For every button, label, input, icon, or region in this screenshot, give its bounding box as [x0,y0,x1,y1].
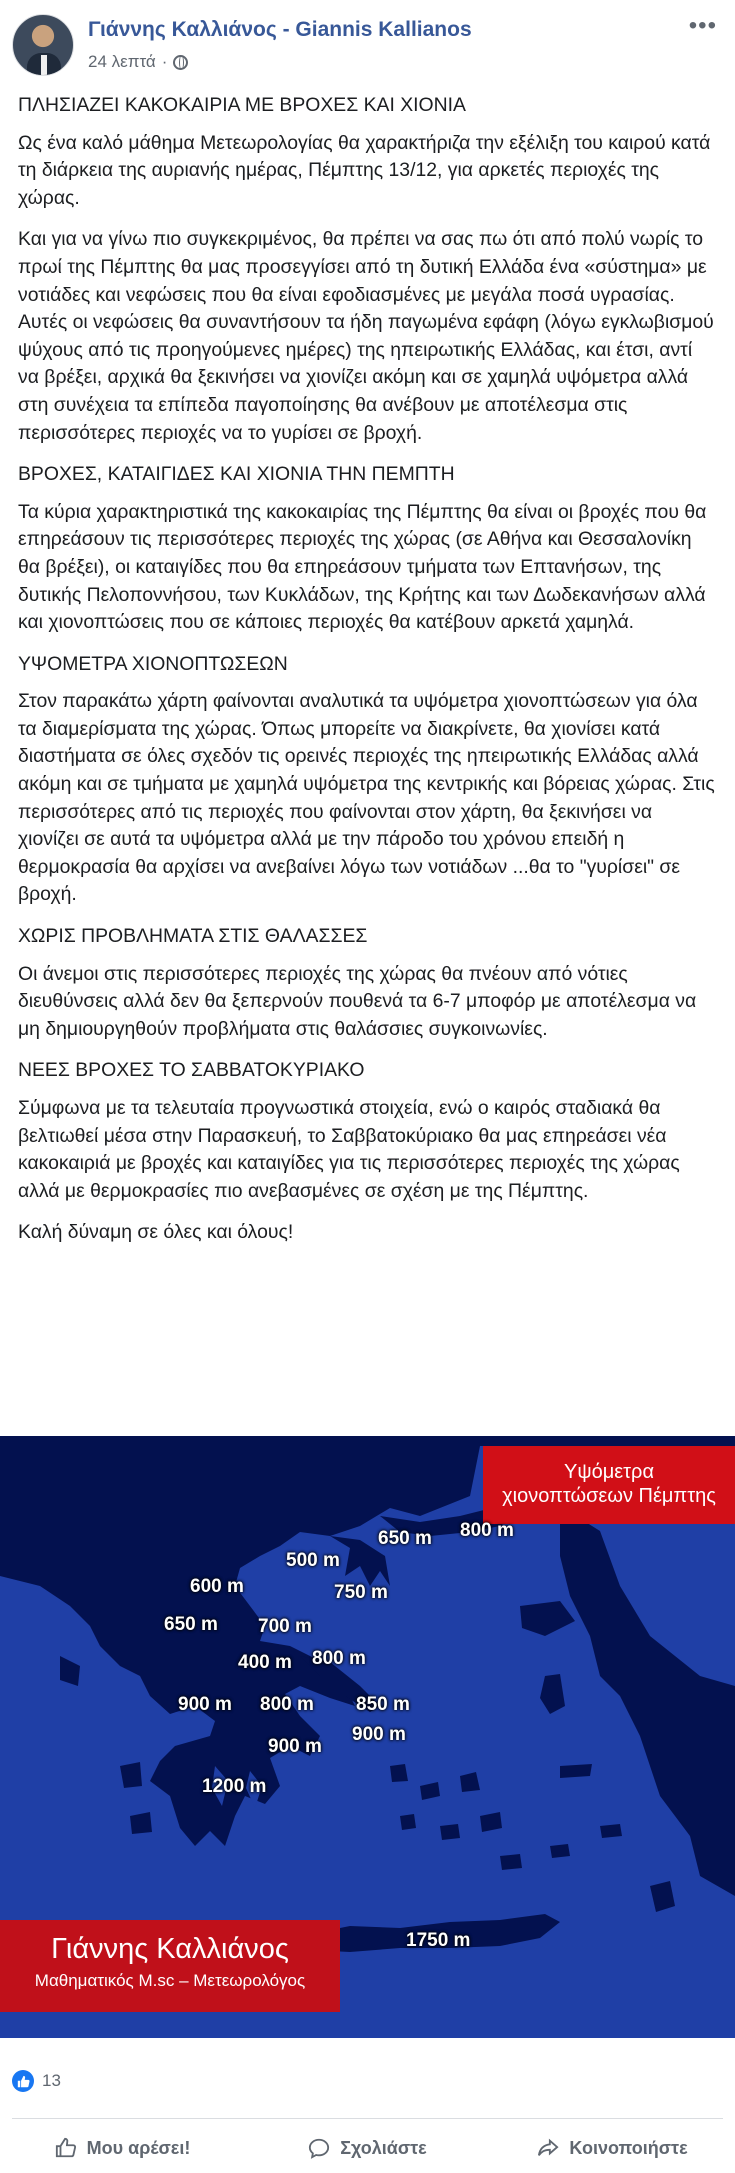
paragraph: Και για να γίνω πιο συγκεκριμένος, θα πρέπει να σας πω ότι από πολύ νωρίς το πρωί της Πέμπτης θα μας προσεγγίσει από τη δυτική Ελλάδα ένα «σύστημα» με νοτιάδες και νεφώσεις που θα είναι εφοδιασμένες με μεγάλα ποσά υγρασίας. Αυτές οι νεφώσεις θα συναντήσουν τα ήδη παγωμένα εφάφη (λόγω εγκλωβισμού ψύχους από τις προηγούμενες ημέρες) της ηπειρωτικής Ελλάδας, και έτσι, αντί να βρέξει, αρχικά θα ξεκινήσει να χιονίζει ακόμη και σε χαμηλά υψόμετρα αλλά στη συνέχεια τα επίπεδα παγοποίησης θα ανέβουν με αποτέλεσμα στις περισσότερες περιοχές να το γυρίσει σε βροχή. [18,228,714,444]
share-button[interactable] [490,2128,735,2168]
altitude-label: 1200 m [202,1776,267,1797]
paragraph: Καλή δύναμη σε όλες και όλους! [18,1221,294,1244]
actions-divider [12,2118,723,2119]
section-heading: ΥΨΟΜΕΤΡΑ ΧΙΟΝΟΠΤΩΣΕΩΝ [18,652,288,675]
post-actions-bar [0,2128,735,2168]
author-avatar[interactable] [12,14,74,76]
signature-role: Μαθηματικός M.sc – Μετεωρολόγος [34,1971,306,1990]
altitude-label: 650 m [378,1528,432,1549]
altitude-label: 650 m [164,1614,218,1635]
post-meta [88,52,188,72]
paragraph: Ως ένα καλό μάθημα Μετεωρολογίας θα χαρακτήριζα την εξέλιξη του καιρού κατά τη διάρκεια της αυριανής ημέρας, Πέμπτης 13/12, για αρκετές περιοχές της χώρας. [18,131,711,209]
comment-label: Σχολιάστε [340,2137,427,2158]
section-heading: ΝΕΕΣ ΒΡΟΧΕΣ ΤΟ ΣΑΒΒΑΤΟΚΥΡΙΑΚΟ [18,1059,365,1082]
altitude-label: 800 m [460,1520,514,1541]
section-heading: ΧΩΡΙΣ ΠΡΟΒΛΗΜΑΤΑ ΣΤΙΣ ΘΑΛΑΣΣΕΣ [18,925,368,948]
altitude-label: 400 m [238,1652,292,1673]
thumbs-up-icon [12,2070,34,2092]
like-button[interactable] [0,2128,245,2168]
map-title-line-1: Υψόμετρα [564,1461,654,1483]
post-options-icon[interactable]: ••• [688,12,717,39]
post-timestamp[interactable]: 24 λεπτά [88,52,156,71]
signature-name: Γιάννης Καλλιάνος [51,1933,289,1965]
author-signature-banner [0,1920,340,2012]
altitude-label: 900 m [178,1694,232,1715]
globe-icon[interactable] [173,55,188,70]
meta-separator: · [161,52,168,71]
like-icon [55,2137,77,2159]
section-heading: ΠΛΗΣΙΑΖΕΙ ΚΑΚΟΚΑΙΡΙΑ ΜΕ ΒΡΟΧΕΣ ΚΑΙ ΧΙΟΝΙΑ [18,94,466,116]
altitude-label: 500 m [286,1550,340,1571]
map-title [483,1446,735,1524]
paragraph: Οι άνεμοι στις περισσότερες περιοχές της χώρας θα πνέουν από νότιες διευθύνσεις αλλά δεν θα ξεπερνούν πουθενά τα 6-7 μποφόρ με αποτέλεσμα να μη δημιουργηθούν προβλήματα στις θαλάσσιες συγκοινωνίες. [18,962,697,1040]
altitude-label: 850 m [356,1694,410,1715]
altitude-label: 1750 m [406,1930,471,1951]
share-icon [537,2137,559,2159]
map-title-line-2: χιονοπτώσεων Πέμπτης [502,1485,716,1507]
author-name[interactable]: Γιάννης Καλλιάνος - Giannis Kallianos [88,18,472,41]
altitude-label: 750 m [334,1582,388,1603]
like-label: Μου αρέσει! [86,2137,191,2158]
post-header [0,0,735,90]
share-label: Κοινοποιήστε [569,2137,688,2158]
reactions-summary[interactable] [12,2070,61,2092]
altitude-label: 600 m [190,1576,244,1597]
paragraph: Τα κύρια χαρακτηριστικά της κακοκαιρίας της Πέμπτης θα είναι οι βροχές που θα επηρεάσουν τις περισσότερες περιοχές της χώρας (σε Αθήνα και Θεσσαλονίκη θα βρέξει), οι καταιγίδες που θα επηρεάσουν τμήματα των Επτανήσων, της δυτικής Πελοποννήσου, των Κυκλάδων, της Κρήτης και των Δωδεκανήσων αλλά και χιονοπτώσεις που σε κάποιες περιοχές θα κατέβουν αρκετά χαμηλά. [18,500,707,634]
altitude-label: 800 m [260,1694,314,1715]
section-heading: ΒΡΟΧΕΣ, ΚΑΤΑΙΓΙΔΕΣ ΚΑΙ ΧΙΟΝΙΑ ΤΗΝ ΠΕΜΠΤΗ [18,463,455,486]
altitude-label: 900 m [268,1736,322,1757]
post-text [18,92,718,1261]
snow-altitude-map-image[interactable] [0,1436,735,2038]
paragraph: Σύμφωνα με τα τελευταία προγνωστικά στοιχεία, ενώ ο καιρός σταδιακά θα βελτιωθεί μέσα στην Παρασκευή, το Σαββατοκύριακο θα μας επηρεάσει νέα κακοκαιριά με βροχές και καταιγίδες για τις περισσότερες περιοχές της χώρας αλλά με θερμοκρασίες πιο ανεβασμένες σε σχέση με της Πέμπτης. [18,1097,680,1202]
altitude-label: 800 m [312,1648,366,1669]
reaction-count[interactable]: 13 [42,2071,61,2090]
paragraph: Στον παρακάτω χάρτη φαίνονται αναλυτικά τα υψόμετρα χιονοπτώσεων για όλα τα διαμερίσματα της χώρας. Όπως μπορείτε να διακρίνετε, θα χιονίσει κατά διαστήματα σε όλες σχεδόν τις ορεινές περιοχές της ηπειρωτικής Ελλάδας αλλά ακόμη και σε τμήματα με χαμηλά υψόμετρα της κεντρικής και βόρειας χώρας. Στις περισσότερες από τις περιοχές που φαίνονται στον χάρτη, θα ξεκινήσει να χιονίζει σε αυτά τα υψόμετρα αλλά με την πάροδο του χρόνου επειδή η θερμοκρασία θα αρχίσει να ανεβαίνει λόγω των νοτιάδων ...θα το "γυρίσει" σε βροχή. [18,690,715,906]
comment-icon [308,2137,330,2159]
altitude-label: 900 m [352,1724,406,1745]
comment-button[interactable] [245,2128,490,2168]
altitude-label: 700 m [258,1616,312,1637]
